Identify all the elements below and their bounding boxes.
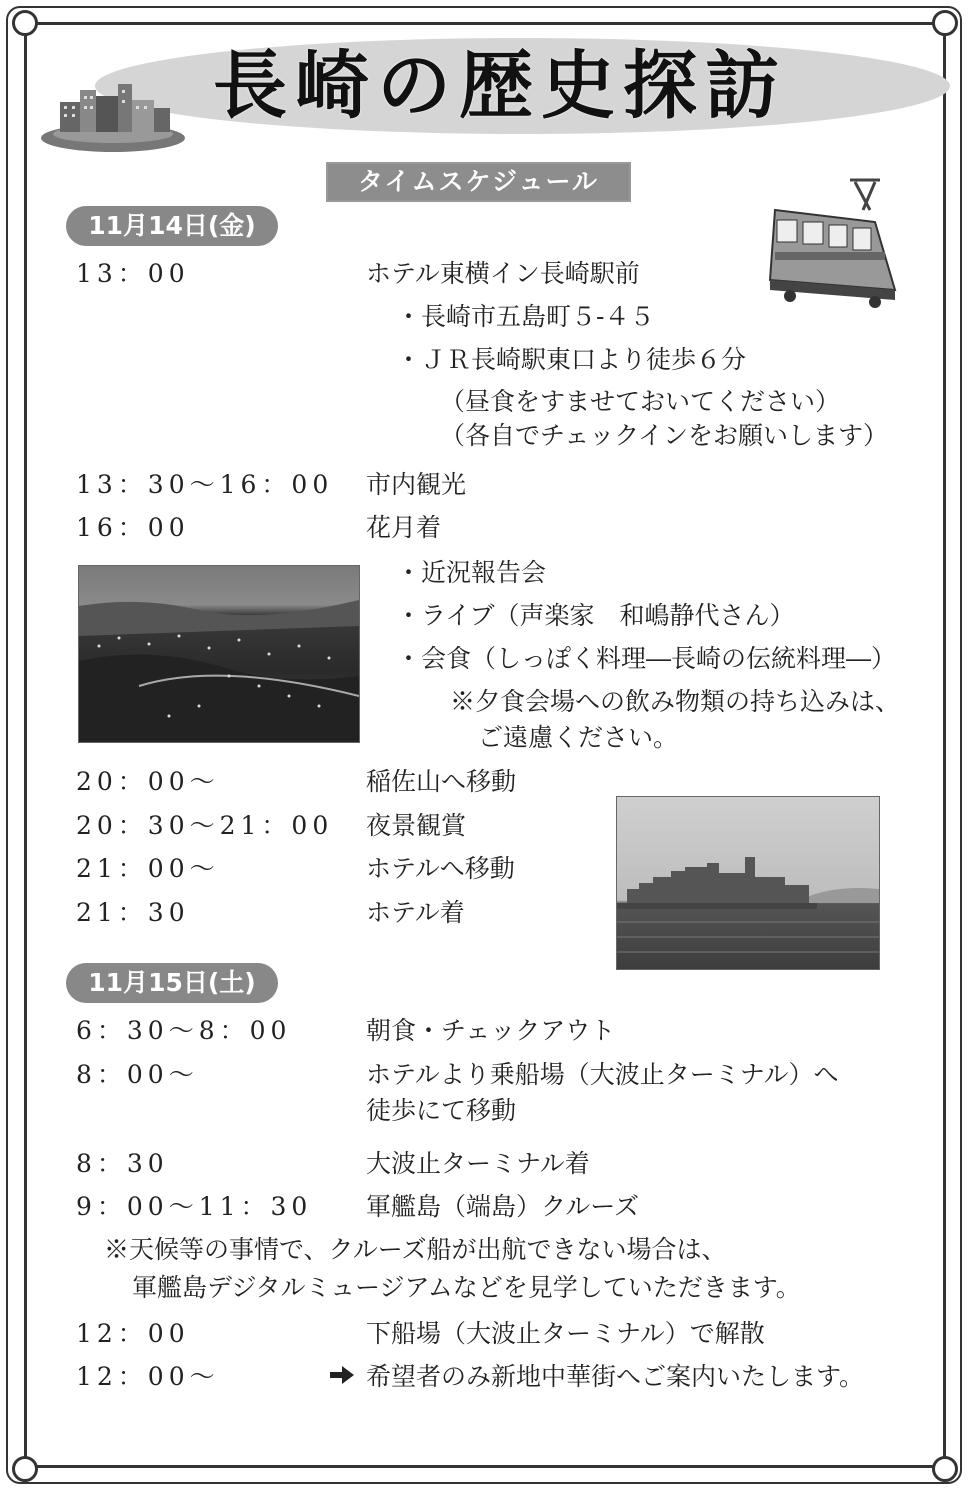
arrow-right-icon <box>330 1366 354 1384</box>
event-to-terminal: ホテルより乗船場（大波止ターミナル）へ <box>366 1060 839 1089</box>
time-0900-1130: 9：00～11：30 <box>76 1192 313 1221</box>
event-hotel: ホテル東横イン長崎駅前 <box>366 259 640 288</box>
time-0800: 8：00～ <box>76 1060 199 1089</box>
time-1200-onward: 12：00～ <box>76 1362 220 1391</box>
tram-illustration <box>755 170 905 320</box>
weather-note-cont: 軍艦島デジタルミュージアムなどを見学していただきます。 <box>132 1273 801 1302</box>
event-sightseeing: 市内観光 <box>366 470 467 499</box>
event-terminal-arrival: 大波止ターミナル着 <box>366 1149 590 1178</box>
drinks-note: ※夕食会場への飲み物類の持ち込みは、 <box>450 687 901 716</box>
gunkanjima-photo <box>616 796 880 970</box>
page-title: 長崎の歴史探訪 <box>213 43 787 129</box>
lunch-note: （昼食をすませておいてください） <box>440 387 841 416</box>
event-to-hotel: ホテルへ移動 <box>366 854 515 883</box>
time-1600: 16：00 <box>76 513 190 542</box>
time-0630-0800: 6：30～8：00 <box>76 1016 292 1045</box>
schedule-label: タイムスケジュール <box>326 162 631 202</box>
date-day1: 11月14日(金) <box>66 206 278 246</box>
time-2000: 20：00～ <box>76 767 220 796</box>
time-0830: 8：30 <box>76 1149 169 1178</box>
time-2100: 21：00～ <box>76 854 220 883</box>
checkin-note: （各自でチェックインをお願いします） <box>440 421 889 450</box>
time-1300: 13：00 <box>76 259 190 288</box>
corner-ornament <box>12 1456 38 1482</box>
dinner: ・会食（しっぽく料理―長崎の伝統料理―） <box>396 644 897 673</box>
time-2030-2100: 20：30～21：00 <box>76 811 334 840</box>
event-inasayama: 稲佐山へ移動 <box>366 767 517 796</box>
event-chinatown: 希望者のみ新地中華街へご案内いたします。 <box>366 1362 865 1391</box>
weather-note: ※天候等の事情で、クルーズ船が出航できない場合は、 <box>104 1235 727 1264</box>
corner-ornament <box>932 10 958 36</box>
corner-ornament <box>932 1456 958 1482</box>
report-meeting: ・近況報告会 <box>396 558 547 587</box>
event-night-view: 夜景観賞 <box>366 811 467 840</box>
corner-ornament <box>12 10 38 36</box>
drinks-note-cont: ご遠慮ください。 <box>478 723 679 752</box>
event-breakfast: 朝食・チェックアウト <box>366 1016 616 1045</box>
island-illustration <box>38 76 188 156</box>
live-performance: ・ライブ（声楽家 和嶋静代さん） <box>396 601 795 630</box>
time-1200: 12：00 <box>76 1319 190 1348</box>
event-kagetsu: 花月着 <box>366 513 442 542</box>
time-1330-1600: 13：30～16：00 <box>76 470 334 499</box>
event-to-terminal-cont: 徒歩にて移動 <box>366 1096 517 1125</box>
event-cruise: 軍艦島（端島）クルーズ <box>366 1192 640 1221</box>
time-2130: 21：30 <box>76 898 190 927</box>
event-hotel-arrival: ホテル着 <box>366 898 465 927</box>
hotel-address: ・長崎市五島町５‐４５ <box>396 302 655 331</box>
event-disembark: 下船場（大波止ターミナル）で解散 <box>366 1319 765 1348</box>
hotel-access: ・ＪＲ長崎駅東口より徒歩６分 <box>396 345 747 374</box>
night-view-photo <box>78 565 360 743</box>
date-day2: 11月15日(土) <box>66 963 278 1003</box>
